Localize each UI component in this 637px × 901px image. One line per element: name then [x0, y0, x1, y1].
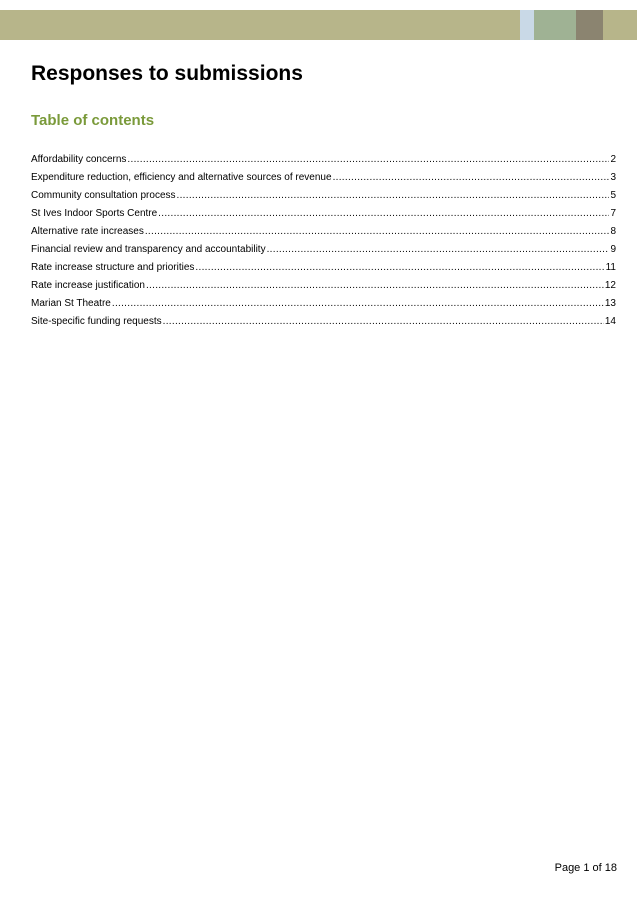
toc-entry[interactable]: [31, 297, 616, 315]
toc-dot-leader: [177, 189, 610, 203]
toc-entry[interactable]: [31, 225, 616, 243]
toc-entry-label[interactable]: Alternative rate increases: [31, 226, 144, 237]
header-accent-taupe: [576, 10, 603, 40]
toc-entry-page-number[interactable]: 2: [610, 154, 616, 165]
toc-entry-page-number[interactable]: 13: [604, 298, 616, 309]
toc-dot-leader: [333, 171, 610, 185]
toc-entry-label[interactable]: Site-specific funding requests: [31, 316, 162, 327]
toc-heading: Table of contents: [31, 112, 155, 129]
page-title: Responses to submissions: [31, 62, 303, 85]
toc-entry-page-number[interactable]: 9: [610, 244, 616, 255]
toc-entry-page-number[interactable]: 8: [610, 226, 616, 237]
toc-dot-leader: [158, 207, 609, 221]
toc-entry-label[interactable]: St Ives Indoor Sports Centre: [31, 208, 158, 219]
toc-entry[interactable]: [31, 189, 616, 207]
toc-dot-leader: [112, 297, 604, 311]
toc-entry-label[interactable]: Affordability concerns: [31, 154, 127, 165]
toc-entry-page-number[interactable]: 12: [604, 280, 616, 291]
page-number: Page 1 of 18: [554, 862, 617, 874]
toc-dot-leader: [267, 243, 610, 257]
toc-entry-label[interactable]: Rate increase justification: [31, 280, 145, 291]
toc-entry-label[interactable]: Marian St Theatre: [31, 298, 111, 309]
toc-entry[interactable]: [31, 315, 616, 333]
toc-entry[interactable]: [31, 153, 616, 171]
header-band: [0, 10, 637, 40]
toc-entry-label[interactable]: Rate increase structure and priorities: [31, 262, 195, 273]
toc-dot-leader: [127, 153, 609, 167]
toc-entry-page-number[interactable]: 5: [610, 190, 616, 201]
toc-entry-page-number[interactable]: 7: [610, 208, 616, 219]
toc-entry[interactable]: [31, 243, 616, 261]
table-of-contents: [31, 153, 616, 333]
toc-dot-leader: [195, 261, 604, 275]
toc-entry[interactable]: [31, 171, 616, 189]
toc-entry-page-number[interactable]: 3: [610, 172, 616, 183]
toc-entry-label[interactable]: Community consultation process: [31, 190, 176, 201]
toc-entry[interactable]: [31, 279, 616, 297]
toc-entry-page-number[interactable]: 14: [604, 316, 616, 327]
header-accent-sage: [534, 10, 576, 40]
header-accent-khaki: [603, 10, 637, 40]
header-accent-light-blue: [520, 10, 534, 40]
toc-dot-leader: [145, 225, 610, 239]
toc-entry[interactable]: [31, 261, 616, 279]
toc-entry-label[interactable]: Financial review and transparency and accountability: [31, 244, 266, 255]
toc-entry-page-number[interactable]: 11: [605, 262, 616, 273]
toc-entry-label[interactable]: Expenditure reduction, efficiency and alternative sources of revenue: [31, 172, 332, 183]
toc-entry[interactable]: [31, 207, 616, 225]
header-band-main: [0, 10, 520, 40]
toc-dot-leader: [146, 279, 604, 293]
toc-dot-leader: [163, 315, 604, 329]
